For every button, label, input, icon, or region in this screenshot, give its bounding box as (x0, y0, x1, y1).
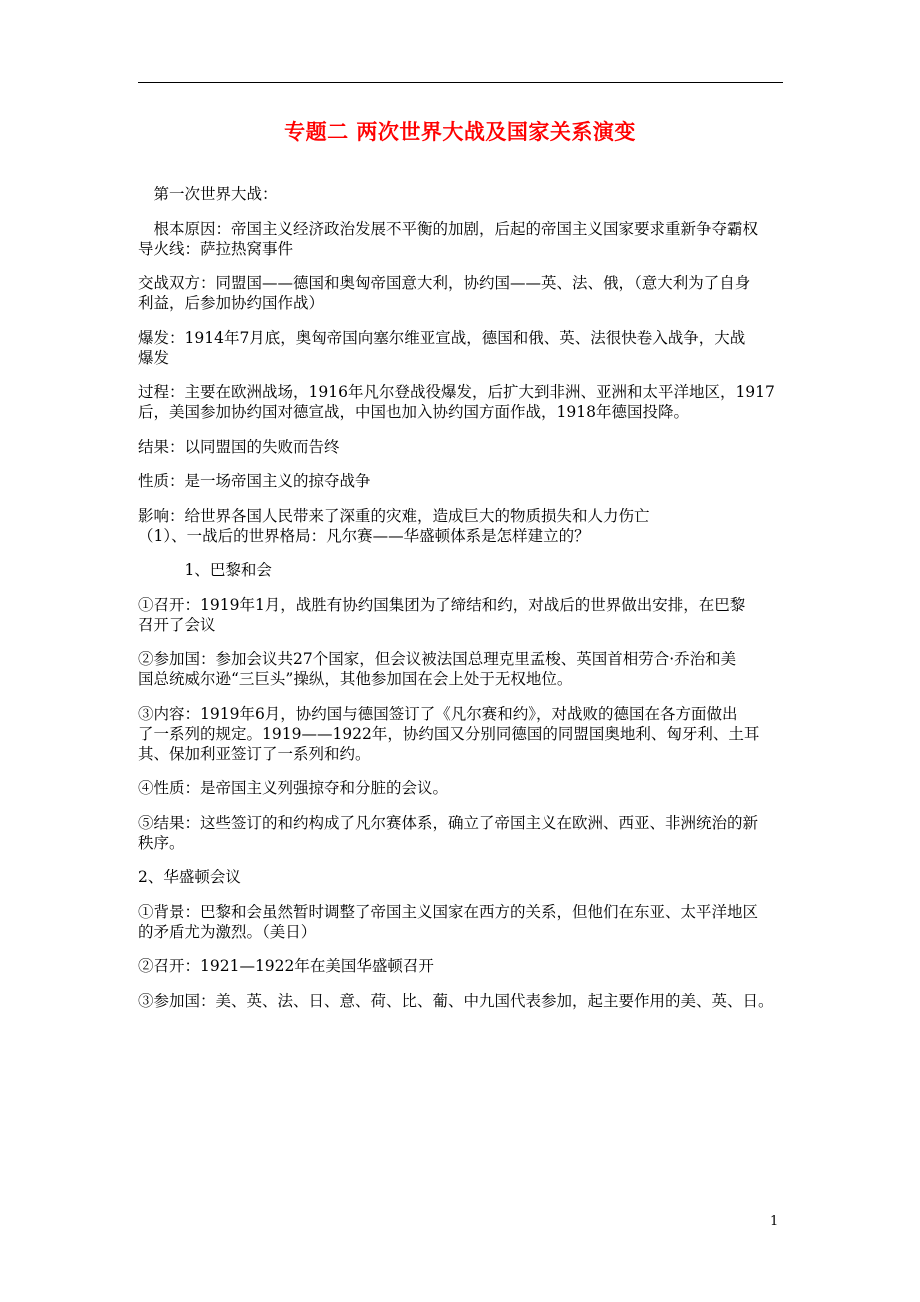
text-line: ①召开：1919年1月，战胜有协约国集团为了缔结和约，对战后的世界做出安排，在巴黎 (138, 595, 746, 614)
text-line: 爆发 (138, 348, 170, 367)
text-line: 国总统威尔逊“三巨头”操纵，其他参加国在会上处于无权地位。 (138, 670, 573, 688)
text-line: ③参加国：美、英、法、日、意、荷、比、葡、中九国代表参加，起主要作用的美、英、日。 (138, 991, 774, 1010)
text-line: ⑤结果：这些签订的和约构成了凡尔赛体系，确立了帝国主义在欧洲、西亚、非洲统治的新 (138, 813, 759, 832)
text-line: ②参加国：参加会议共27个国家，但会议被法国总理克里孟梭、英国首相劳合·乔治和美 (138, 650, 737, 668)
text-line: 2、华盛顿会议 (138, 868, 241, 886)
header-rule (138, 82, 783, 83)
text-line: 召开了会议 (138, 615, 216, 634)
text-line: 的矛盾尤为激烈。（美日） (138, 922, 317, 941)
text-line: 1、巴黎和会 (138, 561, 272, 579)
document-title: 专题二 两次世界大战及国家关系演变 (284, 119, 636, 144)
text-line: 过程：主要在欧洲战场，1916年凡尔登战役爆发，后扩大到非洲、亚洲和太平洋地区，1917 (138, 383, 775, 401)
text-line: 第一次世界大战： (138, 185, 278, 203)
text-line: ②召开：1921—1922年在美国华盛顿召开 (138, 957, 434, 975)
text-line: 导火线：萨拉热窝事件 (138, 239, 294, 258)
text-line: 利益，后参加协约国作战） (138, 294, 325, 312)
text-line: 交战双方：同盟国——德国和奥匈帝国意大利，协约国——英、法、俄，（意大利为了自身 (138, 274, 751, 292)
text-line: ③内容：1919年6月，协约国与德国签订了《凡尔赛和约》，对战败的德国在各方面做出 (138, 704, 738, 723)
text-line: ①背景：巴黎和会虽然暂时调整了帝国主义国家在西方的关系，但他们在东亚、太平洋地区 (138, 902, 759, 921)
text-line: 性质：是一场帝国主义的掠夺战争 (138, 472, 371, 490)
text-line: 其、保加利亚签订了一系列和约。 (138, 744, 371, 763)
document-body (138, 184, 786, 1011)
text-line: 根本原因：帝国主义经济政治发展不平衡的加剧，后起的帝国主义国家要求重新争夺霸权 (138, 219, 759, 238)
text-line: 爆发：1914年7月底，奥匈帝国向塞尔维亚宣战，德国和俄、英、法很快卷入战争，大战 (138, 328, 746, 347)
text-line: 后，美国参加协约国对德宣战，中国也加入协约国方面作战，1918年德国投降。 (138, 403, 689, 421)
text-line: 秩序。 (138, 833, 185, 852)
text-line: ④性质：是帝国主义列强掠夺和分脏的会议。 (138, 779, 449, 797)
text-line: 影响：给世界各国人民带来了深重的灾难，造成巨大的物质损失和人力伤亡 (138, 506, 650, 525)
page-number: 1 (770, 1214, 779, 1229)
text-line: 结果：以同盟国的失败而告终 (138, 437, 340, 456)
text-line: （1）、一战后的世界格局：凡尔赛——华盛顿体系是怎样建立的？ (138, 526, 590, 545)
text-line: 了一系列的规定。1919——1922年，协约国又分别同德国的同盟国奥地利、匈牙利、土耳 (138, 724, 760, 743)
